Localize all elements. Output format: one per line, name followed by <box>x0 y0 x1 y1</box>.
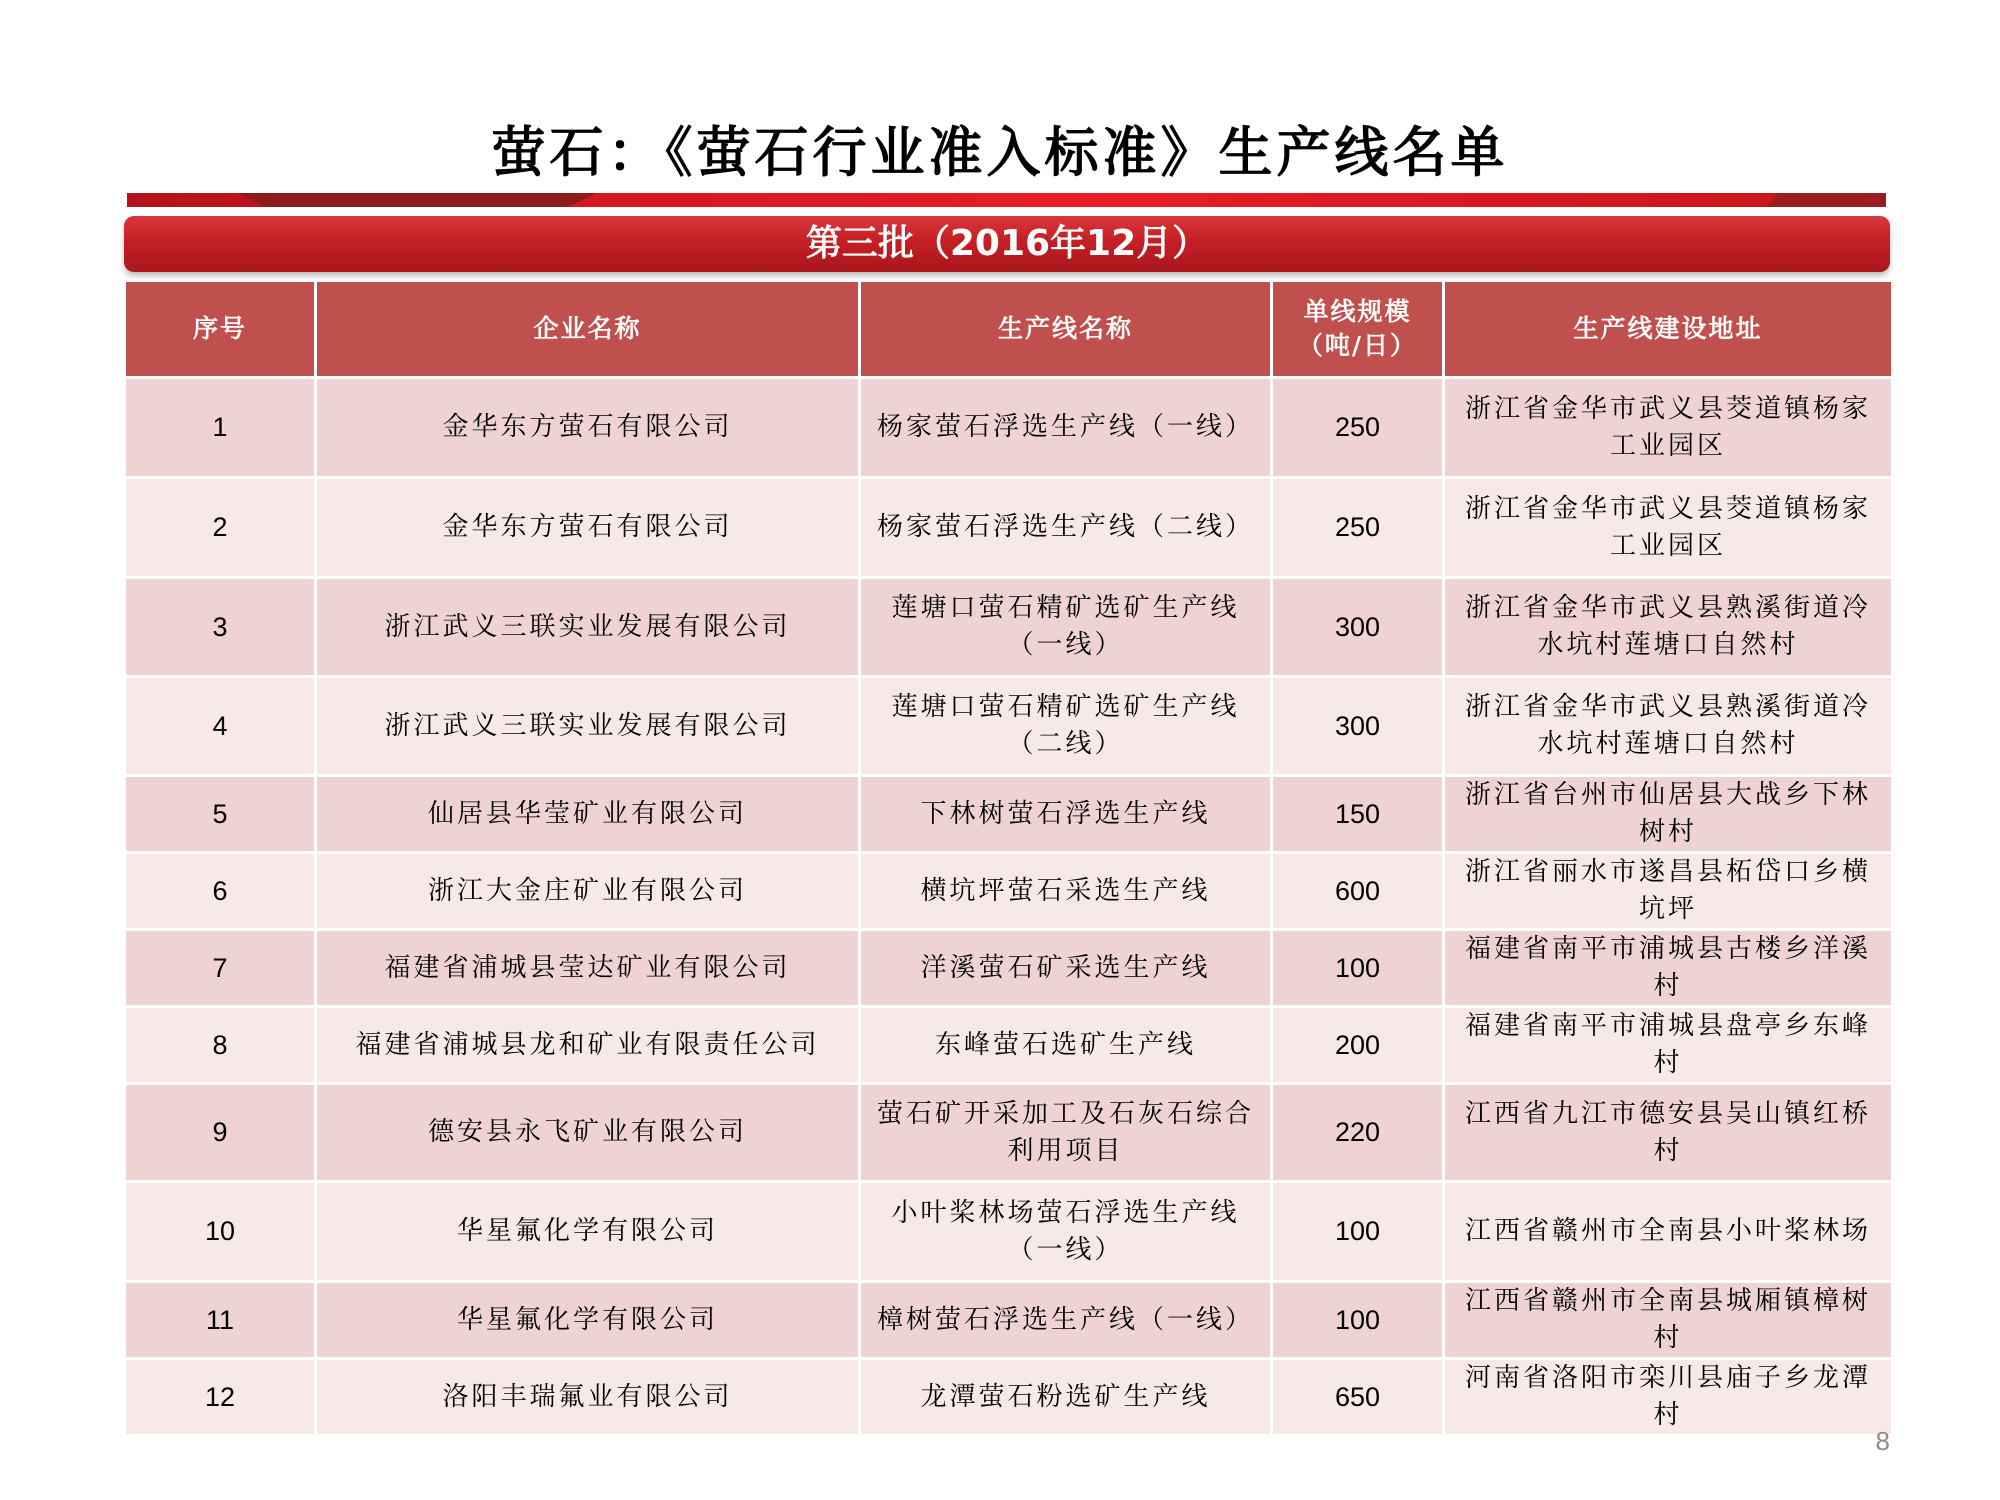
table-row <box>125 1359 1893 1436</box>
cell-scale: 300 <box>1272 578 1444 677</box>
cell-address: 浙江省金华市武义县茭道镇杨家工业园区 <box>1444 378 1893 478</box>
table-row <box>125 1182 1893 1282</box>
cell-line-name: 小叶桨林场萤石浮选生产线（一线） <box>860 1182 1272 1282</box>
cell-index: 11 <box>125 1282 316 1359</box>
cell-scale: 100 <box>1272 1282 1444 1359</box>
cell-index: 3 <box>125 578 316 677</box>
cell-scale: 250 <box>1272 378 1444 478</box>
cell-address: 浙江省台州市仙居县大战乡下林树村 <box>1444 776 1893 853</box>
cell-index: 7 <box>125 930 316 1007</box>
cell-company: 浙江武义三联实业发展有限公司 <box>316 677 860 776</box>
cell-line-name: 东峰萤石选矿生产线 <box>860 1007 1272 1084</box>
cell-index: 9 <box>125 1084 316 1182</box>
cell-address: 江西省九江市德安县吴山镇红桥村 <box>1444 1084 1893 1182</box>
cell-index: 2 <box>125 478 316 578</box>
cell-scale: 600 <box>1272 853 1444 930</box>
cell-address: 河南省洛阳市栾川县庙子乡龙潭村 <box>1444 1359 1893 1436</box>
cell-line-name: 莲塘口萤石精矿选矿生产线（一线） <box>860 578 1272 677</box>
cell-address: 江西省赣州市全南县小叶桨林场 <box>1444 1182 1893 1282</box>
cell-line-name: 杨家萤石浮选生产线（一线） <box>860 378 1272 478</box>
cell-address: 福建省南平市浦城县盘亭乡东峰村 <box>1444 1007 1893 1084</box>
table-row <box>125 776 1893 853</box>
table-row <box>125 478 1893 578</box>
cell-index: 12 <box>125 1359 316 1436</box>
cell-address: 福建省南平市浦城县古楼乡洋溪村 <box>1444 930 1893 1007</box>
batch-banner: 第三批（2016年12月） <box>124 216 1890 272</box>
cell-company: 金华东方萤石有限公司 <box>316 478 860 578</box>
cell-line-name: 樟树萤石浮选生产线（一线） <box>860 1282 1272 1359</box>
table-row <box>125 930 1893 1007</box>
table-row <box>125 853 1893 930</box>
cell-company: 福建省浦城县龙和矿业有限责任公司 <box>316 1007 860 1084</box>
cell-index: 6 <box>125 853 316 930</box>
title-underline-bar <box>127 193 1886 207</box>
cell-index: 8 <box>125 1007 316 1084</box>
table-header-row <box>125 281 1893 378</box>
cell-scale: 100 <box>1272 1182 1444 1282</box>
cell-line-name: 莲塘口萤石精矿选矿生产线（二线） <box>860 677 1272 776</box>
cell-index: 1 <box>125 378 316 478</box>
cell-line-name: 杨家萤石浮选生产线（二线） <box>860 478 1272 578</box>
cell-scale: 250 <box>1272 478 1444 578</box>
page-title: 萤石：《萤石行业准入标准》生产线名单 <box>491 120 1509 184</box>
page-number: 8 <box>1875 1426 1890 1456</box>
cell-index: 4 <box>125 677 316 776</box>
cell-index: 5 <box>125 776 316 853</box>
header-line-name: 生产线名称 <box>860 281 1272 378</box>
cell-line-name: 萤石矿开采加工及石灰石综合利用项目 <box>860 1084 1272 1182</box>
cell-company: 华星氟化学有限公司 <box>316 1282 860 1359</box>
cell-company: 华星氟化学有限公司 <box>316 1182 860 1282</box>
cell-line-name: 龙潭萤石粉选矿生产线 <box>860 1359 1272 1436</box>
header-scale-line2: （吨/日） <box>1297 331 1418 360</box>
cell-address: 浙江省金华市武义县熟溪街道冷水坑村莲塘口自然村 <box>1444 578 1893 677</box>
table-row <box>125 1282 1893 1359</box>
cell-scale: 150 <box>1272 776 1444 853</box>
table-row <box>125 1007 1893 1084</box>
cell-address: 浙江省丽水市遂昌县柘岱口乡横坑坪 <box>1444 853 1893 930</box>
production-line-table <box>123 279 1894 1437</box>
cell-line-name: 洋溪萤石矿采选生产线 <box>860 930 1272 1007</box>
cell-scale: 300 <box>1272 677 1444 776</box>
header-address: 生产线建设地址 <box>1444 281 1893 378</box>
cell-address: 江西省赣州市全南县城厢镇樟树村 <box>1444 1282 1893 1359</box>
cell-company: 德安县永飞矿业有限公司 <box>316 1084 860 1182</box>
cell-scale: 220 <box>1272 1084 1444 1182</box>
cell-company: 福建省浦城县莹达矿业有限公司 <box>316 930 860 1007</box>
header-scale-line1: 单线规模 <box>1303 297 1412 326</box>
cell-scale: 200 <box>1272 1007 1444 1084</box>
cell-scale: 650 <box>1272 1359 1444 1436</box>
header-scale <box>1272 281 1444 378</box>
table-row <box>125 378 1893 478</box>
table-row <box>125 677 1893 776</box>
header-company: 企业名称 <box>316 281 860 378</box>
table-row <box>125 578 1893 677</box>
cell-line-name: 下林树萤石浮选生产线 <box>860 776 1272 853</box>
cell-company: 浙江武义三联实业发展有限公司 <box>316 578 860 677</box>
cell-company: 浙江大金庄矿业有限公司 <box>316 853 860 930</box>
table-row <box>125 1084 1893 1182</box>
cell-address: 浙江省金华市武义县茭道镇杨家工业园区 <box>1444 478 1893 578</box>
cell-scale: 100 <box>1272 930 1444 1007</box>
cell-company: 洛阳丰瑞氟业有限公司 <box>316 1359 860 1436</box>
cell-index: 10 <box>125 1182 316 1282</box>
header-index: 序号 <box>125 281 316 378</box>
cell-company: 仙居县华莹矿业有限公司 <box>316 776 860 853</box>
cell-company: 金华东方萤石有限公司 <box>316 378 860 478</box>
cell-address: 浙江省金华市武义县熟溪街道冷水坑村莲塘口自然村 <box>1444 677 1893 776</box>
cell-line-name: 横坑坪萤石采选生产线 <box>860 853 1272 930</box>
